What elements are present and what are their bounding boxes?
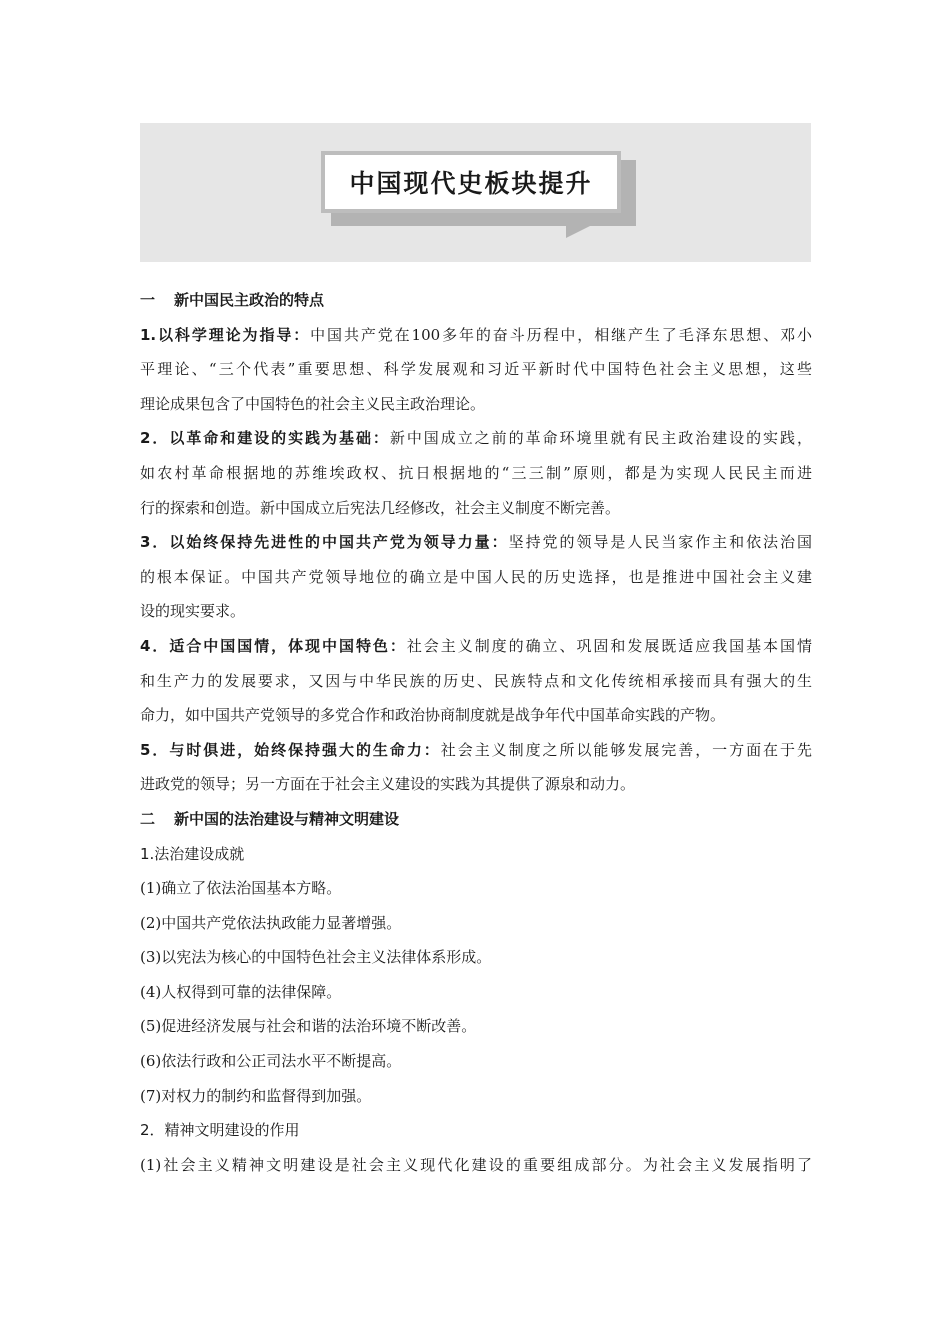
section-title: 新中国的法治建设与精神文明建设 [174, 809, 400, 828]
paragraph-line: 进政党的领导；另一方面在于社会主义建设的实践为其提供了源泉和动力。 [140, 775, 636, 794]
paragraph-line: 4．适合中国国情，体现中国特色：社会主义制度的确立、巩固和发展既适应我国基本国情 [140, 636, 812, 655]
section-title: 新中国民主政治的特点 [174, 291, 325, 309]
paragraph-line: 如农村革命根据地的苏维埃政权、抗日根据地的“三三制”原则，都是为实现人民民主而进 [140, 463, 812, 482]
list-item: (2)中国共产党依法执政能力显著增强。 [140, 913, 402, 932]
speech-bubble-tail [566, 224, 594, 238]
paragraph-line: (1)社会主义精神文明建设是社会主义现代化建设的重要组成部分。为社会主义发展指明了 [140, 1155, 812, 1174]
list-item: (1)确立了依法治国基本方略。 [140, 879, 342, 898]
paragraph-line: 理论成果包含了中国特色的社会主义民主政治理论。 [140, 394, 486, 413]
list-item: (4)人权得到可靠的法律保障。 [140, 982, 342, 1001]
paragraph-line: 行的探索和创造。新中国成立后宪法几经修改，社会主义制度不断完善。 [140, 498, 621, 517]
point-label: 1.以科学理论为指导： [140, 325, 311, 344]
list-item: (3)以宪法为核心的中国特色社会主义法律体系形成。 [140, 948, 492, 967]
point-label: 5．与时俱进，始终保持强大的生命力： [140, 740, 441, 759]
list-item: (7)对权力的制约和监督得到加强。 [140, 1086, 372, 1105]
section-heading-2 [140, 802, 812, 837]
section-heading-1 [140, 283, 812, 318]
paragraph-line: 的根本保证。中国共产党领导地位的确立是中国人民的历史选择，也是推进中国社会主义建 [140, 567, 812, 586]
paragraph-line: 3．以始终保持先进性的中国共产党为领导力量：坚持党的领导是人民当家作主和依法治国 [140, 533, 812, 552]
section-number: 二 [140, 809, 156, 828]
page-title: 中国现代史板块提升 [349, 169, 593, 198]
paragraph-line: 命力，如中国共产党领导的多党合作和政治协商制度就是战争年代中国革命实践的产物。 [140, 706, 726, 725]
paragraph-line: 2．以革命和建设的实践为基础：新中国成立之前的革命环境里就有民主政治建设的实践， [140, 429, 812, 448]
point-label: 3．以始终保持先进性的中国共产党为领导力量： [140, 533, 509, 552]
paragraph-line: 设的现实要求。 [140, 602, 246, 621]
list-item: (5)促进经济发展与社会和谐的法治环境不断改善。 [140, 1017, 477, 1036]
document-body [140, 283, 812, 1182]
point-label: 4．适合中国国情，体现中国特色： [140, 636, 407, 655]
subheading-legal: 1.法治建设成就 [140, 844, 245, 863]
paragraph-line: 平理论、“三个代表”重要思想、科学发展观和习近平新时代中国特色社会主义思想，这些 [140, 360, 812, 379]
list-item: (6)依法行政和公正司法水平不断提高。 [140, 1052, 402, 1071]
point-label: 2．以革命和建设的实践为基础： [140, 429, 390, 448]
paragraph-line: 和生产力的发展要求，又因与中华民族的历史、民族特点和文化传统相承接而具有强大的生 [140, 671, 812, 690]
title-box [321, 151, 621, 213]
section-number: 一 [140, 291, 156, 309]
paragraph-line: 1.以科学理论为指导：中国共产党在100多年的奋斗历程中，相继产生了毛泽东思想、邓小 [140, 325, 813, 344]
paragraph-line: 5．与时俱进，始终保持强大的生命力：社会主义制度之所以能够发展完善，一方面在于先 [140, 740, 812, 759]
title-banner [140, 123, 811, 262]
subheading-spiritual: 2．精神文明建设的作用 [140, 1121, 300, 1140]
